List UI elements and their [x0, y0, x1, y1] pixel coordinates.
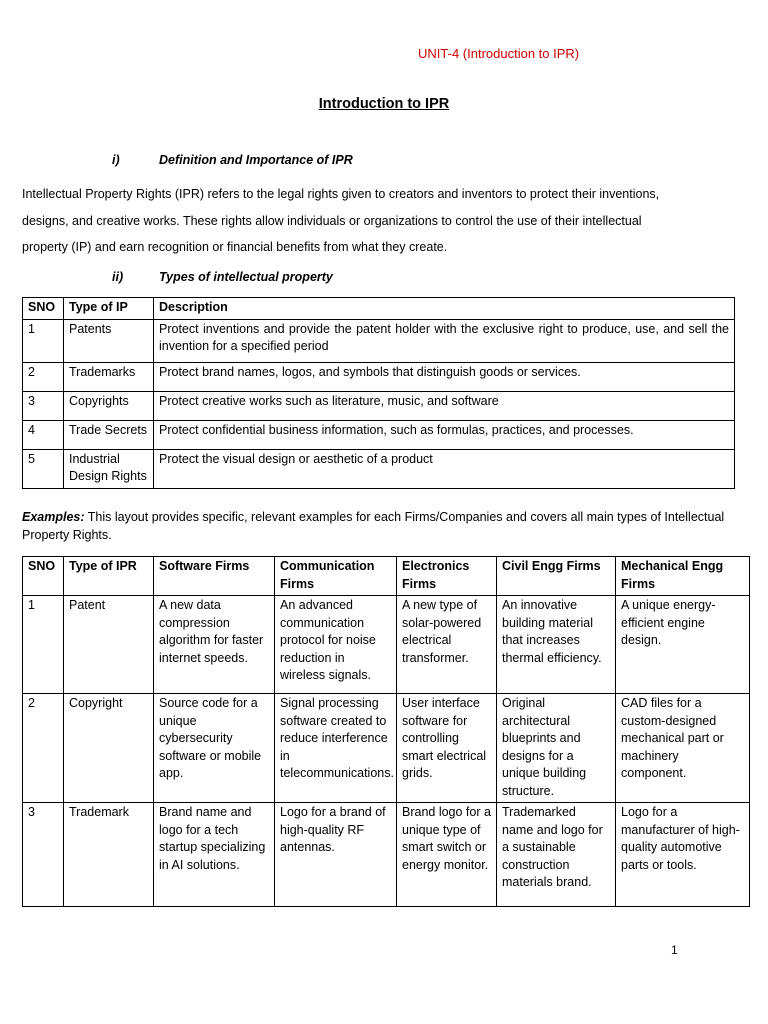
page-number: 1: [671, 943, 678, 957]
examples-paragraph: [22, 509, 732, 544]
cell-communication: An advanced communication protocol for noise reduction in wireless signals.: [275, 596, 397, 694]
header-civil-engg-firms: Civil Engg Firms: [497, 557, 616, 596]
table-row: [23, 694, 750, 803]
header-type-of-ip: Type of IP: [64, 298, 154, 320]
section-number: i): [112, 153, 120, 167]
table-row: [23, 391, 735, 420]
section-heading-text: Types of intellectual property: [159, 270, 333, 284]
cell-type: Industrial Design Rights: [64, 449, 154, 488]
document-title: [0, 96, 768, 112]
ip-types-table: [22, 297, 735, 489]
cell-description: Protect the visual design or aesthetic of a product: [154, 449, 735, 488]
ipr-examples-table: [22, 556, 750, 907]
table-row: [23, 803, 750, 907]
cell-description: Protect confidential business information, such as formulas, practices, and processes.: [154, 420, 735, 449]
table-row: [23, 420, 735, 449]
header-sno: SNO: [23, 557, 64, 596]
cell-sno: 1: [23, 596, 64, 694]
definition-paragraph: Intellectual Property Rights (IPR) refers to the legal rights given to creators and inventors to protect their inventions, designs, and creative works. These rights allow individuals or organizations to control the use of their intellectual property (IP) and earn recognition or financial benefits from what they create.: [22, 187, 660, 254]
cell-electronics: User interface software for controlling smart electrical grids.: [397, 694, 497, 803]
table-row: [23, 596, 750, 694]
cell-civil: Original architectural blueprints and designs for a unique building structure.: [497, 694, 616, 803]
examples-label: Examples:: [22, 510, 85, 524]
header-sno: SNO: [23, 298, 64, 320]
cell-software: Source code for a unique cybersecurity software or mobile app.: [154, 694, 275, 803]
cell-sno: 2: [23, 362, 64, 391]
cell-communication: Logo for a brand of high-quality RF antennas.: [275, 803, 397, 907]
cell-sno: 2: [23, 694, 64, 803]
cell-sno: 5: [23, 449, 64, 488]
cell-electronics: Brand logo for a unique type of smart switch or energy monitor.: [397, 803, 497, 907]
section-heading-text: Definition and Importance of IPR: [159, 153, 353, 167]
cell-type: Copyrights: [64, 391, 154, 420]
header-description: Description: [154, 298, 735, 320]
cell-civil: An innovative building material that increases thermal efficiency.: [497, 596, 616, 694]
cell-description: Protect brand names, logos, and symbols that distinguish goods or services.: [154, 362, 735, 391]
header-communication-firms: Communication Firms: [275, 557, 397, 596]
cell-civil: Trademarked name and logo for a sustainable construction materials brand.: [497, 803, 616, 907]
cell-electronics: A new type of solar-powered electrical transformer.: [397, 596, 497, 694]
cell-type: Trade Secrets: [64, 420, 154, 449]
cell-sno: 4: [23, 420, 64, 449]
header-software-firms: Software Firms: [154, 557, 275, 596]
cell-type: Trademark: [64, 803, 154, 907]
cell-mechanical: Logo for a manufacturer of high-quality automotive parts or tools.: [616, 803, 750, 907]
table-row: [23, 319, 735, 362]
cell-type: Copyright: [64, 694, 154, 803]
table-row: [23, 362, 735, 391]
table-row: [23, 449, 735, 488]
cell-type: Patents: [64, 319, 154, 362]
table-header-row: [23, 557, 750, 596]
cell-software: Brand name and logo for a tech startup specializing in AI solutions.: [154, 803, 275, 907]
cell-type: Trademarks: [64, 362, 154, 391]
cell-description: Protect creative works such as literature, music, and software: [154, 391, 735, 420]
header-type-of-ipr: Type of IPR: [64, 557, 154, 596]
header-electronics-firms: Electronics Firms: [397, 557, 497, 596]
table-header-row: [23, 298, 735, 320]
section-number: ii): [112, 270, 124, 284]
unit-header: UNIT-4 (Introduction to IPR): [418, 46, 580, 61]
cell-mechanical: A unique energy-efficient engine design.: [616, 596, 750, 694]
cell-communication: Signal processing software created to reduce interference in telecommunications.: [275, 694, 397, 803]
cell-type: Patent: [64, 596, 154, 694]
document-title-text: Introduction to IPR: [318, 96, 450, 112]
cell-sno: 3: [23, 391, 64, 420]
examples-text: This layout provides specific, relevant examples for each Firms/Companies and covers all main types of Intellectual Property Rights.: [22, 510, 725, 542]
header-mechanical-engg-firms: Mechanical Engg Firms: [616, 557, 750, 596]
cell-software: A new data compression algorithm for faster internet speeds.: [154, 596, 275, 694]
cell-mechanical: CAD files for a custom-designed mechanical part or machinery component.: [616, 694, 750, 803]
cell-sno: 1: [23, 319, 64, 362]
cell-sno: 3: [23, 803, 64, 907]
cell-description: Protect inventions and provide the patent holder with the exclusive right to produce, use, and sell the invention for a specified period: [154, 319, 735, 362]
